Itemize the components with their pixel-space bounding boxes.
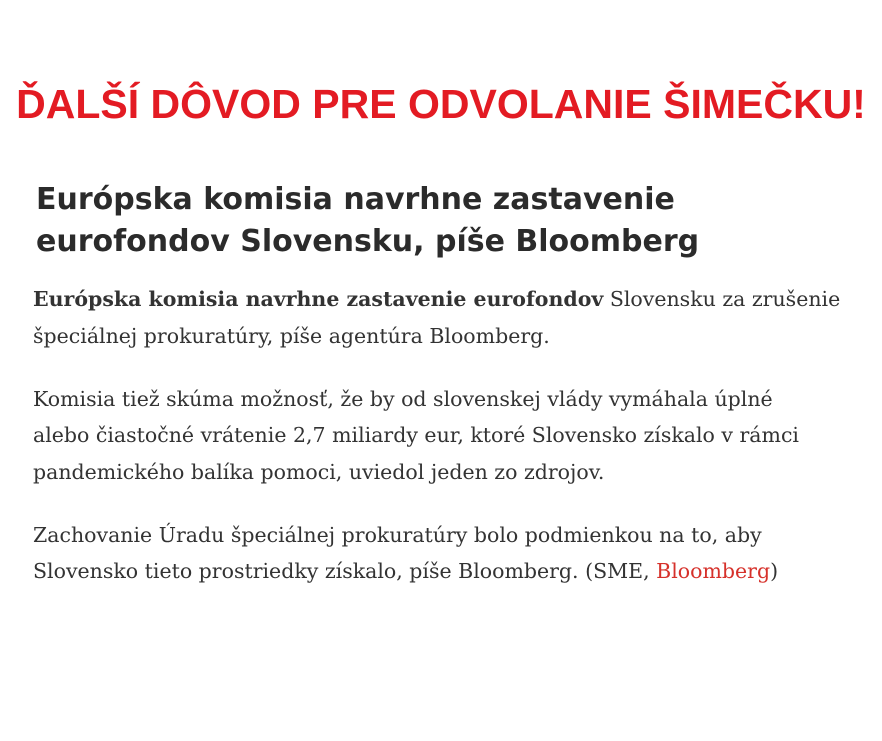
article-title: Európska komisia navrhne zastavenie eurofondov Slovensku, píše Bloomberg <box>36 182 700 259</box>
article-paragraph-2 <box>33 381 873 491</box>
article-paragraph-3 <box>33 517 873 590</box>
paragraph-line <box>33 553 873 590</box>
paragraph-line: pandemického balíka pomoci, uviedol jeden zo zdrojov. <box>33 459 605 484</box>
paragraph-text: Slovensko tieto prostriedky získalo, píše Bloomberg. (SME, <box>33 559 650 583</box>
source-link-bloomberg[interactable]: Bloomberg <box>656 559 771 583</box>
article-body <box>33 281 873 616</box>
paragraph-line <box>33 281 873 318</box>
paragraph-line: alebo čiastočné vrátenie 2,7 miliardy eur, ktoré Slovensko získalo v rámci <box>33 423 799 447</box>
paragraph-text: Slovensku za zrušenie <box>609 287 841 311</box>
banner-headline: ĎALŠÍ DÔVOD PRE ODVOLANIE ŠIMEČKU! <box>16 81 866 127</box>
paragraph-lead-bold: Európska komisia navrhne zastavenie eurofondov <box>33 287 604 311</box>
paragraph-line: Zachovanie Úradu špeciálnej prokuratúry bolo podmienkou na to, aby <box>33 522 762 547</box>
paragraph-line: Komisia tiež skúma možnosť, že by od slovenskej vlády vymáhala úplné <box>33 386 773 411</box>
source-closing-paren: ) <box>770 559 779 583</box>
article-paragraph-1 <box>33 281 873 354</box>
paragraph-line: špeciálnej prokuratúry, píše agentúra Bloomberg. <box>33 323 550 348</box>
